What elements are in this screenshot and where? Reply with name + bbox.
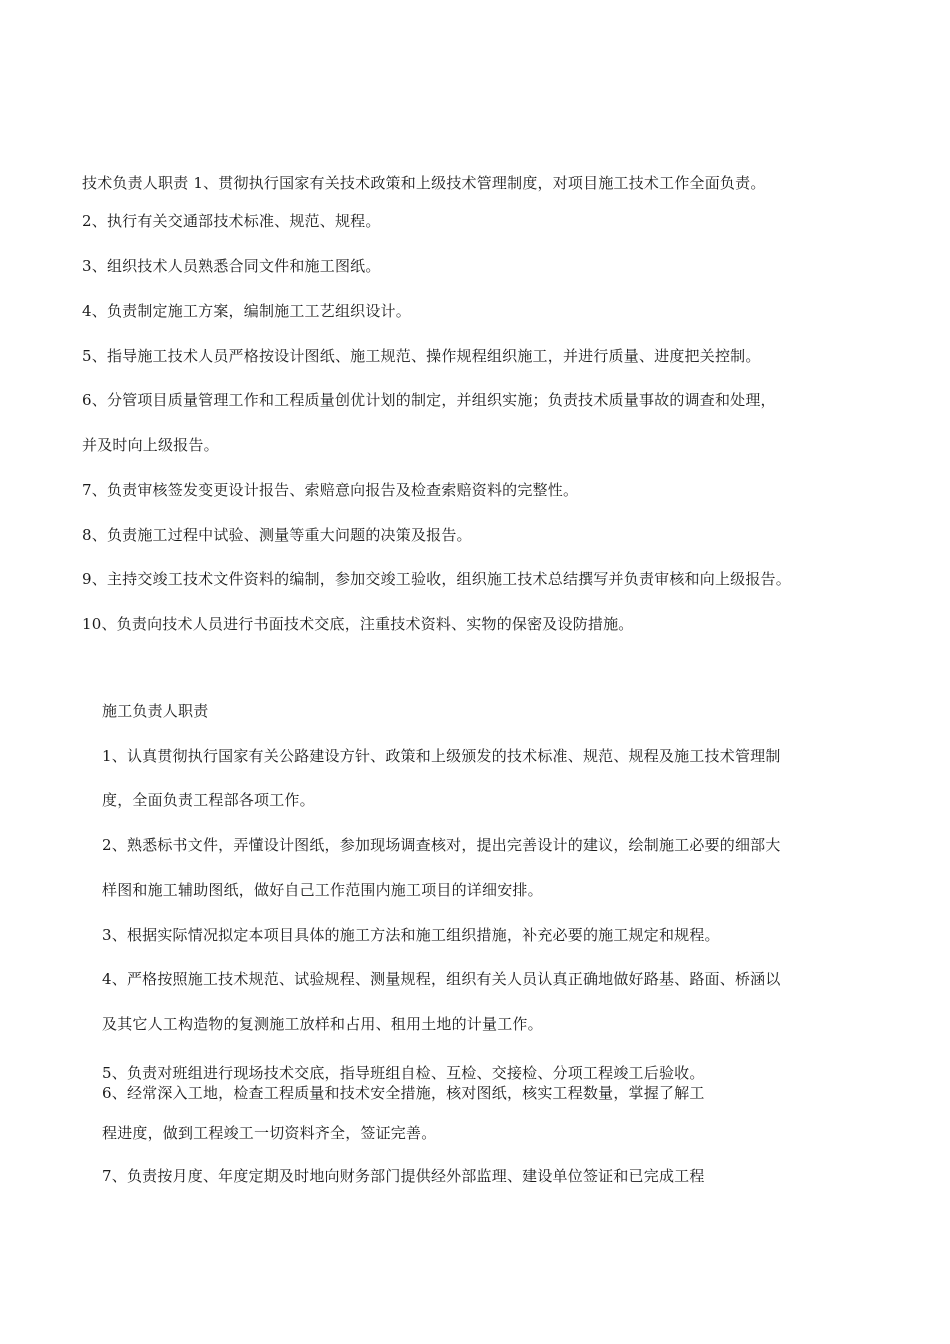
section1-line-7: 7、负责审核签发变更设计报告、索赔意向报告及检查索赔资料的完整性。 (82, 481, 579, 499)
section2-line-6-cont: 程进度，做到工程竣工一切资料齐全，签证完善。 (102, 1124, 437, 1142)
section2-line-2-cont: 样图和施工辅助图纸，做好自己工作范围内施工项目的详细安排。 (102, 881, 543, 899)
section2-line-4: 4、严格按照施工技术规范、试验规程、测量规程，组织有关人员认真正确地做好路基、路面、桥涵以 (102, 970, 781, 988)
section2-line-5: 5、负责对班组进行现场技术交底，指导班组自检、互检、交接检、分项工程竣工后验收。 (102, 1064, 705, 1082)
section1-line-4: 4、负责制定施工方案，编制施工工艺组织设计。 (82, 302, 411, 320)
section2-line-4-cont: 及其它人工构造物的复测施工放样和占用、租用土地的计量工作。 (102, 1015, 543, 1033)
section1-line-6: 6、分管项目质量管理工作和工程质量创优计划的制定，并组织实施；负责技术质量事故的调查和处理， (82, 391, 776, 409)
section2-line-2: 2、熟悉标书文件，弄懂设计图纸，参加现场调查核对，提出完善设计的建议，绘制施工必要的细部大 (102, 836, 781, 854)
section1-line-10: 10、负责向技术人员进行书面技术交底，注重技术资料、实物的保密及设防措施。 (82, 615, 634, 633)
section2-line-1: 1、认真贯彻执行国家有关公路建设方针、政策和上级颁发的技术标准、规范、规程及施工技术管理制 (102, 747, 781, 765)
section1-line-2: 2、执行有关交通部技术标准、规范、规程。 (82, 212, 381, 230)
section2-line-6: 6、经常深入工地，检查工程质量和技术安全措施，核对图纸，核实工程数量，掌握了解工 (102, 1084, 705, 1102)
section1-line-3: 3、组织技术人员熟悉合同文件和施工图纸。 (82, 257, 381, 275)
section2-line-3: 3、根据实际情况拟定本项目具体的施工方法和施工组织措施，补充必要的施工规定和规程。 (102, 926, 720, 944)
section1-line-6-cont: 并及时向上级报告。 (82, 436, 219, 454)
section2-line-1-cont: 度，全面负责工程部各项工作。 (102, 791, 315, 809)
section1-line-9: 9、主持交竣工技术文件资料的编制，参加交竣工验收，组织施工技术总结撰写并负责审核和向上级报告。 (82, 570, 791, 588)
section2-line-7: 7、负责按月度、年度定期及时地向财务部门提供经外部监理、建设单位签证和已完成工程 (102, 1167, 705, 1185)
section1-line-5: 5、指导施工技术人员严格按设计图纸、施工规范、操作规程组织施工，并进行质量、进度把关控制。 (82, 347, 761, 365)
section1-line-8: 8、负责施工过程中试验、测量等重大问题的决策及报告。 (82, 526, 472, 544)
section2-title: 施工负责人职责 (102, 702, 209, 720)
section1-line-1: 技术负责人职责 1、贯彻执行国家有关技术政策和上级技术管理制度，对项目施工技术工作全面负责。 (82, 174, 766, 192)
